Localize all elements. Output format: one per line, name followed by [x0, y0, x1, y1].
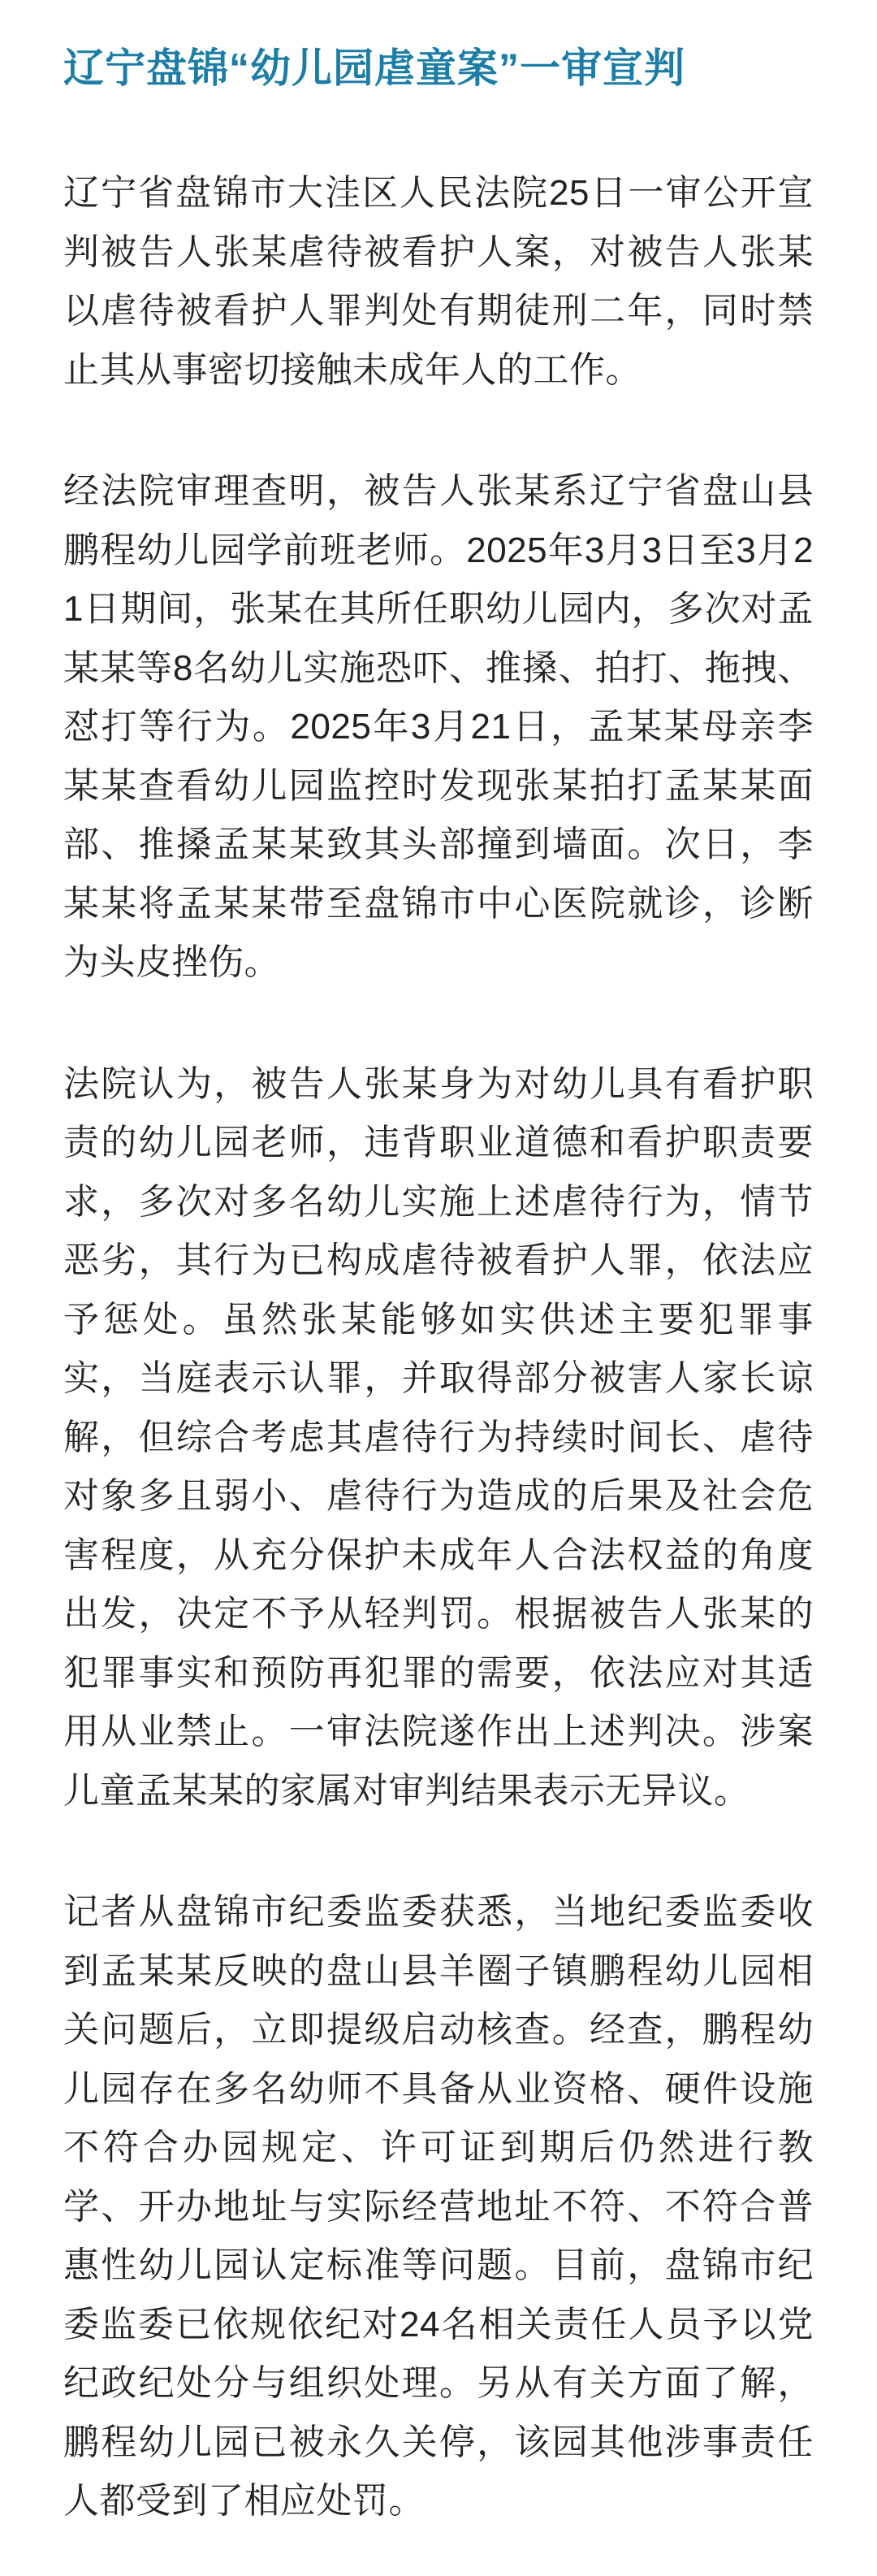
article-body — [63, 164, 814, 2531]
article-title: 辽宁盘锦“幼儿园虐童案”一审宣判 — [63, 45, 685, 91]
article-paragraph: 法院认为，被告人张某身为对幼儿具有看护职责的幼儿园老师，违背职业道德和看护职责要求，多次对多名幼儿实施上述虐待行为，情节恶劣，其行为已构成虐待被看护人罪，依法应予惩处。虽然张某能够如实供述主要犯罪事实，当庭表示认罪，并取得部分被害人家长谅解，但综合考虑其虐待行为持续时间长、虐待对象多且弱小、虐待行为造成的后果及社会危害程度，从充分保护未成年人合法权益的角度出发，决定不予从轻判罚。根据被告人张某的犯罪事实和预防再犯罪的需要，依法应对其适用从业禁止。一审法院遂作出上述判决。涉案儿童孟某某的家属对审判结果表示无异议。 — [63, 1063, 814, 1811]
article-paragraph: 经法院审理查明，被告人张某系辽宁省盘山县鹏程幼儿园学前班老师。2025年3月3日至3月21日期间，张某在其所任职幼儿园内，多次对孟某某等8名幼儿实施恐吓、推搡、拍打、拖拽、怼打等行为。2025年3月21日，孟某某母亲李某某查看幼儿园监控时发现张某拍打孟某某面部、推搡孟某某致其头部撞到墙面。次日，李某某将孟某某带至盘锦市中心医院就诊，诊断为头皮挫伤。 — [63, 471, 814, 982]
article-paragraph: 辽宁省盘锦市大洼区人民法院25日一审公开宣判被告人张某虐待被看护人案，对被告人张某以虐待被看护人罪判处有期徒刑二年，同时禁止其从事密切接触未成年人的工作。 — [63, 173, 814, 390]
article-paragraph: 记者从盘锦市纪委监委获悉，当地纪委监委收到孟某某反映的盘山县羊圈子镇鹏程幼儿园相关问题后，立即提级启动核查。经查，鹏程幼儿园存在多名幼师不具备从业资格、硬件设施不符合办园规定、许可证到期后仍然进行教学、开办地址与实际经营地址不符、不符合普惠性幼儿园认定标准等问题。目前，盘锦市纪委监委已依规依纪对24名相关责任人员予以党纪政纪处分与组织处理。另从有关方面了解，鹏程幼儿园已被永久关停，该园其他涉事责任人都受到了相应处罚。 — [63, 1892, 814, 2521]
